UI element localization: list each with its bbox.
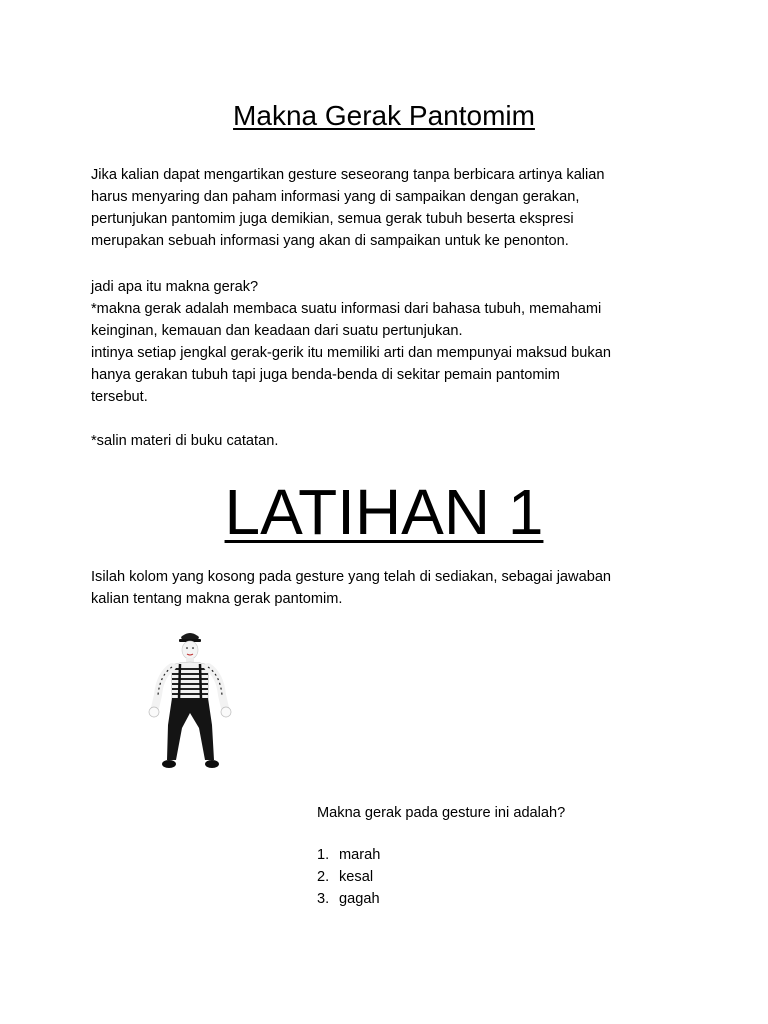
definition-line-1: *makna gerak adalah membaca suatu informasi dari bahasa tubuh, memahami (91, 301, 602, 317)
answer-option (317, 844, 380, 866)
exercise-question: Makna gerak pada gesture ini adalah? (317, 805, 566, 821)
option-number: 2. (317, 869, 330, 885)
definition-line-2: keinginan, kemauan dan keadaan dari suatu pertunjukan. (91, 323, 463, 339)
option-number: 1. (317, 847, 330, 863)
instruction-line-2: kalian tentang makna gerak pantomim. (91, 591, 343, 607)
definition-line-3: intinya setiap jengkal gerak-gerik itu memiliki arti dan mempunyai maksud bukan (91, 345, 611, 361)
intro-line-2: harus menyaring dan paham informasi yang di sampaikan dengan gerakan, (91, 189, 580, 205)
option-label: marah (339, 847, 381, 863)
answer-option (317, 888, 380, 910)
answer-options-list (317, 844, 380, 910)
option-number: 3. (317, 891, 330, 907)
option-label: kesal (339, 869, 374, 885)
question-heading: jadi apa itu makna gerak? (91, 279, 259, 295)
exercise-heading: LATIHAN 1 (224, 476, 544, 548)
page-title: Makna Gerak Pantomim (233, 100, 535, 131)
mime-figure-image (138, 625, 242, 790)
option-label: gagah (339, 891, 380, 907)
intro-line-1: Jika kalian dapat mengartikan gesture seseorang tanpa berbicara artinya kalian (91, 167, 605, 183)
intro-line-3: pertunjukan pantomim juga demikian, semua gerak tubuh beserta ekspresi (91, 211, 574, 227)
intro-line-4: merupakan sebuah informasi yang akan di sampaikan untuk ke penonton. (91, 233, 569, 249)
answer-option (317, 866, 380, 888)
copy-note: *salin materi di buku catatan. (91, 433, 279, 449)
definition-line-4: hanya gerakan tubuh tapi juga benda-benda di sekitar pemain pantomim (91, 367, 560, 383)
instruction-line-1: Isilah kolom yang kosong pada gesture yang telah di sediakan, sebagai jawaban (91, 569, 612, 585)
definition-line-5: tersebut. (91, 389, 148, 405)
